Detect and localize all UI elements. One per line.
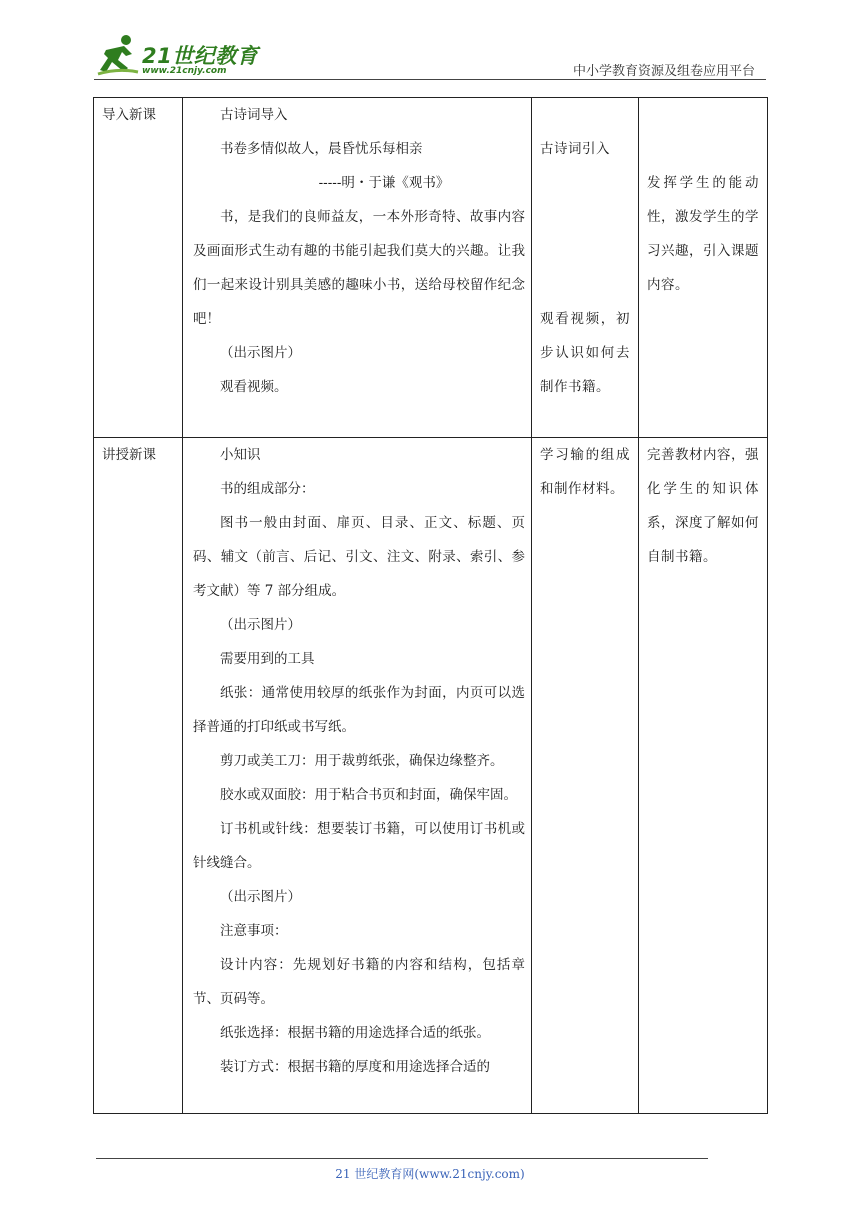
design-intent-cell bbox=[639, 98, 768, 438]
content-cell bbox=[183, 438, 532, 1114]
content-paragraph: 书的组成部分： bbox=[220, 481, 315, 497]
footer-divider bbox=[96, 1158, 708, 1159]
content-paragraph: 观看视频。 bbox=[220, 379, 288, 395]
content-paragraph: 纸张：通常使用较厚的纸张作为封面，内页可以选择普通的打印纸或书写纸。 bbox=[193, 685, 525, 735]
content-paragraph: 设计内容：先规划好书籍的内容和结构，包括章节、页码等。 bbox=[193, 957, 525, 1007]
lesson-plan-table bbox=[93, 97, 768, 1114]
stage-label: 导入新课 bbox=[102, 107, 156, 123]
student-activity-text: 学习输的组成和制作材料。 bbox=[540, 447, 630, 497]
content-paragraph: 订书机或针线：想要装订书籍，可以使用订书机或针线缝合。 bbox=[193, 821, 525, 871]
logo-url: www.21cnjy.com bbox=[142, 66, 227, 76]
content-paragraph: 古诗词导入 bbox=[220, 107, 288, 123]
content-paragraph: 装订方式：根据书籍的厚度和用途选择合适的 bbox=[220, 1059, 490, 1075]
stage-label: 讲授新课 bbox=[102, 447, 156, 463]
table-row-teaching bbox=[94, 438, 768, 1114]
content-paragraph: （出示图片） bbox=[220, 345, 301, 361]
content-cell bbox=[183, 98, 532, 438]
content-paragraph: 图书一般由封面、扉页、目录、正文、标题、页码、辅文（前言、后记、引文、注文、附录、索引、参考文献）等 7 部分组成。 bbox=[193, 515, 525, 599]
footer-link[interactable]: 21 世纪教育网(www.21cnjy.com) bbox=[335, 1167, 525, 1181]
page-header bbox=[0, 0, 860, 90]
table-row-intro bbox=[94, 98, 768, 438]
logo-text: 21世纪教育 bbox=[142, 44, 259, 68]
student-activity-cell bbox=[532, 438, 639, 1114]
student-activity-cell bbox=[532, 98, 639, 438]
content-paragraph: 小知识 bbox=[220, 447, 261, 463]
content-paragraph: 纸张选择：根据书籍的用途选择合适的纸张。 bbox=[220, 1025, 490, 1041]
content-paragraph: 书，是我们的良师益友，一本外形奇特、故事内容及画面形式生动有趣的书能引起我们莫大的兴趣。让我们一起来设计别具美感的趣味小书，送给母校留作纪念吧！ bbox=[193, 209, 525, 327]
poem-attribution: -----明・于谦《观书》 bbox=[318, 175, 450, 191]
student-activity-text: 观看视频，初步认识如何去制作书籍。 bbox=[540, 311, 630, 395]
platform-title: 中小学教育资源及组卷应用平台 bbox=[572, 64, 755, 79]
content-paragraph: 剪刀或美工刀：用于裁剪纸张，确保边缘整齐。 bbox=[220, 753, 504, 769]
design-intent-text: 完善教材内容，强化学生的知识体系，深度了解如何自制书籍。 bbox=[647, 447, 759, 565]
content-paragraph: 需要用到的工具 bbox=[220, 651, 315, 667]
header-divider bbox=[94, 79, 766, 80]
content-paragraph: 注意事项： bbox=[220, 923, 288, 939]
stage-cell bbox=[94, 438, 183, 1114]
content-paragraph: 胶水或双面胶：用于粘合书页和封面，确保牢固。 bbox=[220, 787, 517, 803]
stage-cell bbox=[94, 98, 183, 438]
design-intent-cell bbox=[639, 438, 768, 1114]
student-activity-text: 古诗词引入 bbox=[540, 141, 610, 157]
runner-icon bbox=[96, 32, 140, 76]
site-logo[interactable] bbox=[96, 32, 266, 80]
design-intent-text: 发挥学生的能动性，激发学生的学习兴趣，引入课题内容。 bbox=[647, 175, 759, 293]
content-paragraph: （出示图片） bbox=[220, 617, 301, 633]
content-paragraph: 书卷多情似故人，晨昏忧乐每相亲 bbox=[220, 141, 423, 157]
content-paragraph: （出示图片） bbox=[220, 889, 301, 905]
